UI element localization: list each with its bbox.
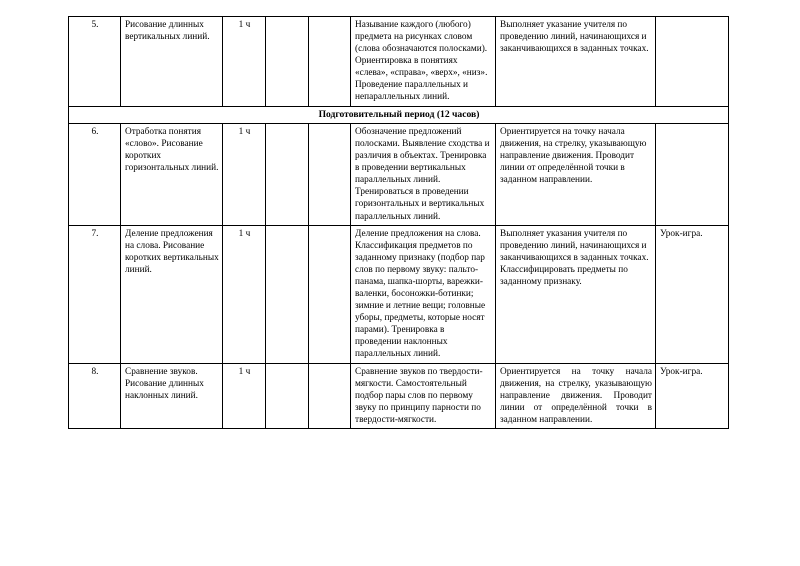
cell-content: Называние каждого (любого) предмета на рисунках словом (слова обозначаются полосками). Ориентировка в понятиях «слева», «справа», «верх», «низ». Проведение параллельных и непараллельных линий. [351,17,496,107]
cell-skills: Выполняет указания учителя по проведению линий, начинающихся и заканчивающихся в заданных точках. Классифицировать предметы по заданному признаку. [496,225,656,363]
cell-content: Сравнение звуков по твердости-мягкости. Самостоятельный подбор пары слов по первому звуку по принципу парности по твердости-мягкости. [351,363,496,428]
cell-hours: 1 ч [223,225,266,363]
table-row [69,225,729,363]
cell-extra-2 [309,17,351,107]
cell-hours: 1 ч [223,363,266,428]
cell-hours: 1 ч [223,17,266,107]
cell-row-number: 5. [69,17,121,107]
cell-skills: Выполняет указание учителя по проведению линий, начинающихся и заканчивающихся в заданных точках. [496,17,656,107]
cell-notes: Урок-игра. [656,225,729,363]
cell-extra-1 [266,363,309,428]
cell-skills: Ориентируется на точку начала движения, на стрелку, указывающую направление движения. Проводит линии от определённой точки в заданном направлении. [496,124,656,226]
cell-theme: Отработка понятия «слово». Рисование коротких горизонтальных линий. [121,124,223,226]
table-row [69,17,729,107]
cell-notes [656,124,729,226]
cell-content: Обозначение предложений полосками. Выявление сходства и различия в объектах. Тренировка в проведении вертикальных параллельных линий. Тренироваться в проведении горизонтальных и вертикальных параллельных линий. [351,124,496,226]
section-header-title: Подготовительный период (12 часов) [69,106,729,123]
cell-theme: Рисование длинных вертикальных линий. [121,17,223,107]
cell-skills: Ориентируется на точку начала движения, на стрелку, указывающую направление движения. Проводит линии от определённой точки в заданном направлении. [496,363,656,428]
cell-extra-1 [266,17,309,107]
cell-notes [656,17,729,107]
cell-hours: 1 ч [223,124,266,226]
lesson-plan-table [68,16,729,429]
cell-row-number: 6. [69,124,121,226]
cell-extra-2 [309,363,351,428]
table-row [69,363,729,428]
cell-extra-2 [309,225,351,363]
cell-extra-1 [266,124,309,226]
cell-extra-1 [266,225,309,363]
cell-theme: Сравнение звуков. Рисование длинных наклонных линий. [121,363,223,428]
cell-content: Деление предложения на слова. Классификация предметов по заданному признаку (подбор пар слов по первому звуку: пальто-панама, шапка-шорты, варежки-валенки, босоножки-ботинки; зимние и летние вещи; головные уборы, предметы, которые носят парами). Тренировка в проведении наклонных параллельных линий. [351,225,496,363]
cell-row-number: 8. [69,363,121,428]
section-header-row [69,106,729,123]
cell-row-number: 7. [69,225,121,363]
cell-notes: Урок-игра. [656,363,729,428]
cell-theme: Деление предложения на слова. Рисование коротких вертикальных линий. [121,225,223,363]
table-body [69,17,729,429]
table-row [69,124,729,226]
cell-extra-2 [309,124,351,226]
